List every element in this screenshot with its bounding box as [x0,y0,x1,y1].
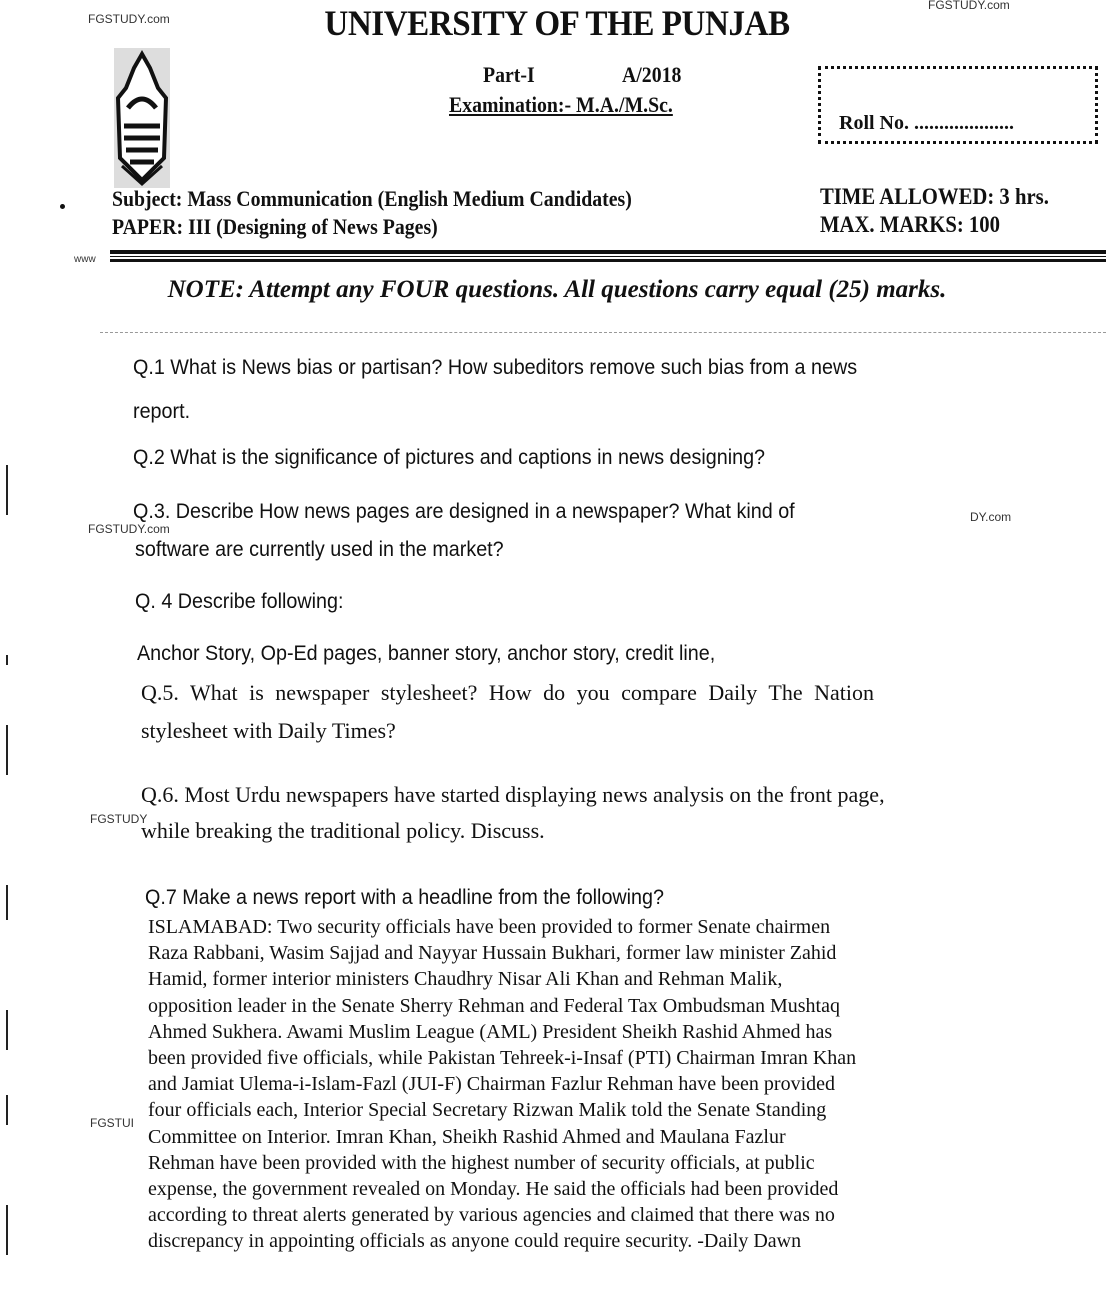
question-1: Q.1 What is News bias or partisan? How subeditors remove such bias from a news [133,356,858,379]
question-6: Q.6. Most Urdu newspapers have started displaying news analysis on the front page, [141,782,885,807]
header-divider [110,250,1106,262]
session-label: A/2018 [622,62,682,87]
question-2: Q.2 What is the significance of pictures and captions in news designing? [133,446,766,469]
text-line: Rehman have been provided with the highest number of security officials, at public [148,1151,815,1174]
question-3-cont: software are currently used in the market? [135,538,504,561]
scan-mark [6,1095,8,1125]
text-line: been provided five officials, while Pakistan Tehreek-i-Insaf (PTI) Chairman Imran Khan [148,1047,857,1070]
question-7: Q.7 Make a news report with a headline from the following? [145,886,664,909]
text-line: Ahmed Sukhera. Awami Muslim League (AML) President Sheikh Rashid Ahmed has [148,1020,833,1043]
roll-number-label: Roll No. .................... [839,112,1014,134]
part-label: Part-I [483,62,535,87]
text-line: discrepancy in appointing officials as anyone could require security. -Daily Dawn [148,1230,802,1253]
text-line: and Jamiat Ulema-i-Islam-Fazl (JUI-F) Chairman Fazlur Rehman have been provided [148,1073,836,1096]
question-7-news-text [148,914,856,1255]
question-3: Q.3. Describe How news pages are designed in a newspaper? What kind of [133,500,795,523]
watermark: www [74,254,96,265]
question-5: Q.5. What is newspaper stylesheet? How do you compare Daily The Nation [141,680,874,705]
question-4: Q. 4 Describe following: [135,590,344,613]
watermark: FGSTUDY.com [88,12,170,26]
text-line: Hamid, former interior ministers Chaudhry Nisar Ali Khan and Rehman Malik, [148,968,783,991]
text-line: according to threat alerts generated by various agencies and claimed that there was no [148,1204,835,1227]
scan-mark [6,655,8,665]
university-title: UNIVERSITY OF THE PUNJAB [324,3,790,43]
watermark: FGSTUDY.com [88,522,170,536]
text-line: ISLAMABAD: Two security officials have been provided to former Senate chairmen [148,916,831,938]
university-crest-logo [114,48,170,188]
subject-label: Subject: Mass Communication (English Medium Candidates) [112,186,632,211]
watermark: FGSTUDY [90,812,148,826]
text-line: Raza Rabbani, Wasim Sajjad and Nayyar Hussain Bukhari, former law minister Zahid [148,942,837,965]
question-5-cont: stylesheet with Daily Times? [141,718,396,743]
scan-mark [6,465,8,515]
scan-mark [6,1205,8,1255]
paper-label: PAPER: III (Designing of News Pages) [112,214,438,239]
roll-number-box [818,66,1098,144]
question-1-cont: report. [133,400,191,423]
question-4-items: Anchor Story, Op-Ed pages, banner story, anchor story, credit line, [137,642,716,665]
question-6-cont: while breaking the traditional policy. Discuss. [141,818,545,843]
text-line: expense, the government revealed on Monday. He said the officials had been provided [148,1178,839,1201]
watermark: FGSTUDY.com [928,0,1010,12]
scan-mark [6,1010,8,1050]
watermark: FGSTUI [90,1116,134,1130]
watermark: DY.com [970,510,1012,524]
text-line: four officials each, Interior Special Secretary Rizwan Malik told the Senate Standing [148,1099,827,1122]
examination-label: Examination:- M.A./M.Sc. [449,92,673,117]
scan-dot [60,204,65,209]
instructions-note: NOTE: Attempt any FOUR questions. All questions carry equal (25) marks. [167,276,947,303]
text-line: Committee on Interior. Imran Khan, Sheikh Rashid Ahmed and Maulana Fazlur [148,1125,786,1148]
scan-mark [6,725,8,775]
text-line: opposition leader in the Senate Sherry Rehman and Federal Tax Ombudsman Mushtaq [148,994,840,1017]
divider [100,332,1106,333]
max-marks: MAX. MARKS: 100 [820,212,1000,237]
scan-mark [6,885,8,920]
time-allowed: TIME ALLOWED: 3 hrs. [820,184,1049,209]
